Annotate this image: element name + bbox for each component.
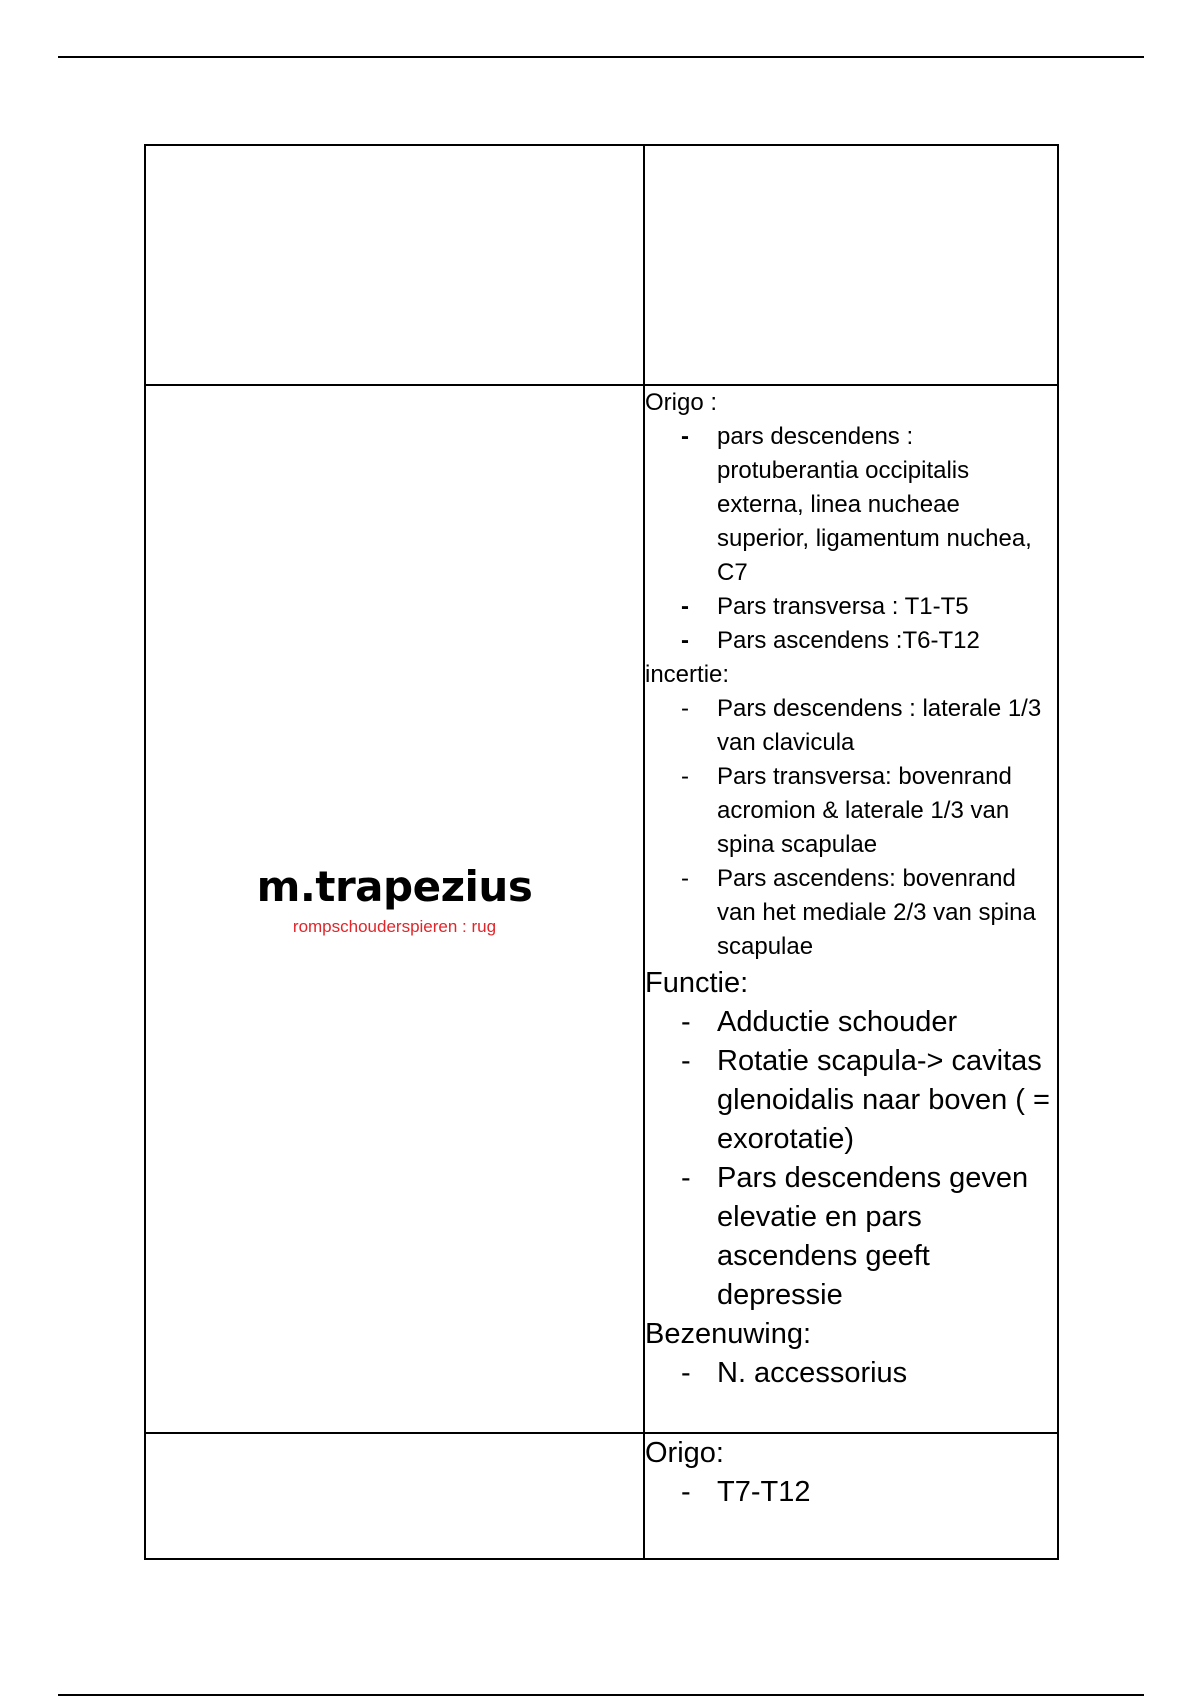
table-row [145,145,1058,385]
functie-heading: Functie: [645,967,749,999]
table-row [145,1433,1058,1559]
list-item: - N. accessorius [717,1354,1057,1393]
list-item: - Pars transversa: bovenrand acromion & laterale 1/3 van spina scapulae [717,760,1057,862]
empty-cell-right [644,145,1058,385]
incertie-heading: incertie: [645,661,730,688]
list-item: - pars descendens : protuberantia occipitalis externa, linea nucheae superior, ligamentum nuchea, C7 [717,420,1057,590]
header-rule [58,56,1144,58]
incertie-list [645,692,1057,964]
muscle-name-cell [145,385,644,1433]
list-item: - Adductie schouder [717,1003,1057,1042]
muscle-table [144,144,1059,1560]
bezenuwing-list [645,1354,1057,1393]
functie-list [645,1003,1057,1315]
origo-heading: Origo : [645,389,718,416]
muscle-category: rompschouderspieren : rug [292,916,497,936]
list-item: - Pars transversa : T1-T5 [717,590,1057,624]
table-row [145,385,1058,1433]
list-item: - Pars ascendens :T6-T12 [717,624,1057,658]
empty-cell-left [145,1433,644,1559]
list-item: - Rotatie scapula-> cavitas glenoidalis naar boven ( = exorotatie) [717,1042,1057,1159]
list-item: - T7-T12 [717,1473,1057,1512]
footer-rule [58,1694,1144,1696]
list-item: - Pars ascendens: bovenrand van het mediale 2/3 van spina scapulae [717,862,1057,964]
next-origo-list [645,1473,1057,1512]
empty-cell-left [145,145,644,385]
next-notes-cell [644,1433,1058,1559]
muscle-name: m.trapezius [256,861,533,911]
muscle-notes-cell [644,385,1058,1433]
bezenuwing-heading: Bezenuwing: [645,1318,812,1350]
list-item: - Pars descendens : laterale 1/3 van clavicula [717,692,1057,760]
next-origo-heading: Origo: [645,1437,724,1469]
origo-list [645,420,1057,658]
list-item: - Pars descendens geven elevatie en pars ascendens geeft depressie [717,1159,1057,1315]
